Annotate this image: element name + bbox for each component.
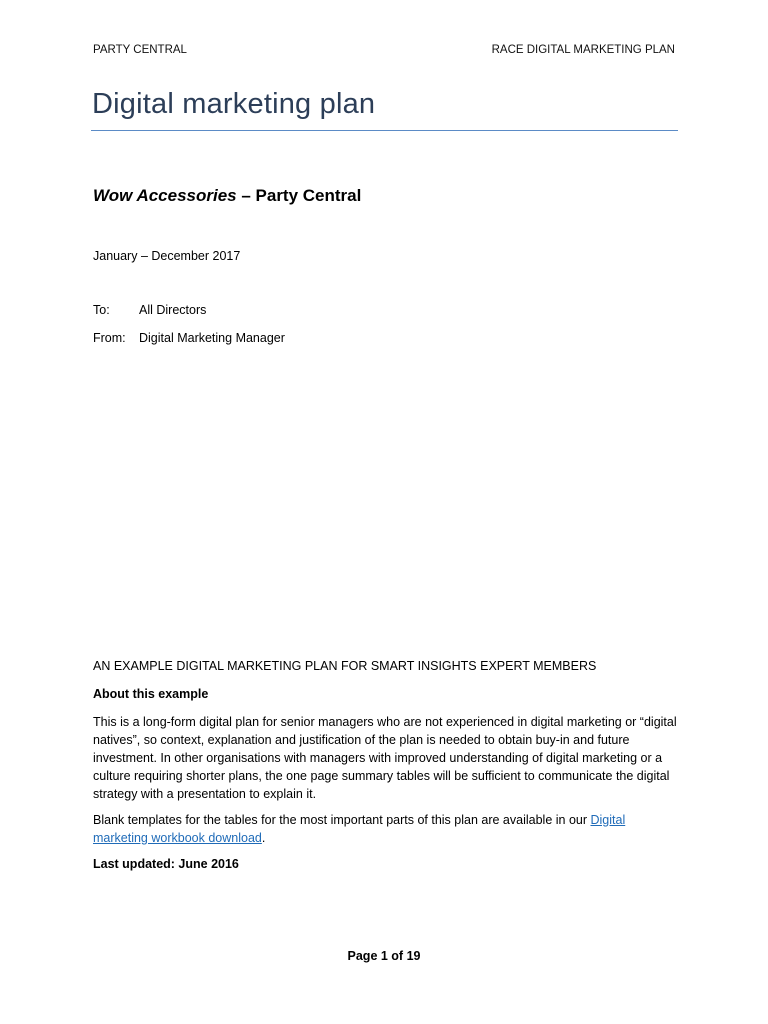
blank-templates-paragraph (93, 811, 678, 847)
about-heading: About this example (93, 687, 209, 701)
memo-to-value: All Directors (139, 303, 207, 317)
blank-text-before: Blank templates for the tables for the most important parts of this plan are available in our (93, 813, 591, 827)
page-footer (0, 949, 768, 963)
footer-page-number: 1 (380, 949, 388, 963)
header-left: PARTY CENTRAL (93, 44, 187, 56)
document-subtitle (93, 186, 361, 206)
plan-period: January – December 2017 (93, 249, 241, 263)
title-divider (91, 130, 678, 131)
footer-page-word: Page (347, 949, 381, 963)
memo-from-label: From: (93, 331, 126, 345)
memo-to-label: To: (93, 303, 110, 317)
section-heading: AN EXAMPLE DIGITAL MARKETING PLAN FOR SMART INSIGHTS EXPERT MEMBERS (93, 659, 597, 673)
memo-to (93, 303, 206, 317)
header-right: RACE DIGITAL MARKETING PLAN (491, 44, 675, 56)
page-header (93, 44, 675, 60)
subtitle-rest: – Party Central (236, 186, 362, 205)
memo-from (93, 331, 285, 345)
last-updated: Last updated: June 2016 (93, 857, 239, 871)
about-paragraph: This is a long-form digital plan for senior managers who are not experienced in digital marketing or “digital natives”, so context, explanation and justification of the plan is needed to obtain buy-in and future investment. In other organisations with managers with improved understanding of digital marketing or a culture requiring shorter plans, the one page summary tables will be sufficient to communicate the digital strategy with a presentation to explain it. (93, 715, 677, 801)
footer-of-word: of (387, 949, 407, 963)
document-title: Digital marketing plan (92, 88, 376, 120)
workbook-download-link[interactable]: Digital marketing workbook download (93, 813, 626, 845)
blank-text-after: . (261, 831, 266, 845)
subtitle-company: Wow Accessories (93, 186, 237, 205)
memo-from-value: Digital Marketing Manager (139, 331, 285, 345)
footer-page-total: 19 (406, 949, 421, 963)
